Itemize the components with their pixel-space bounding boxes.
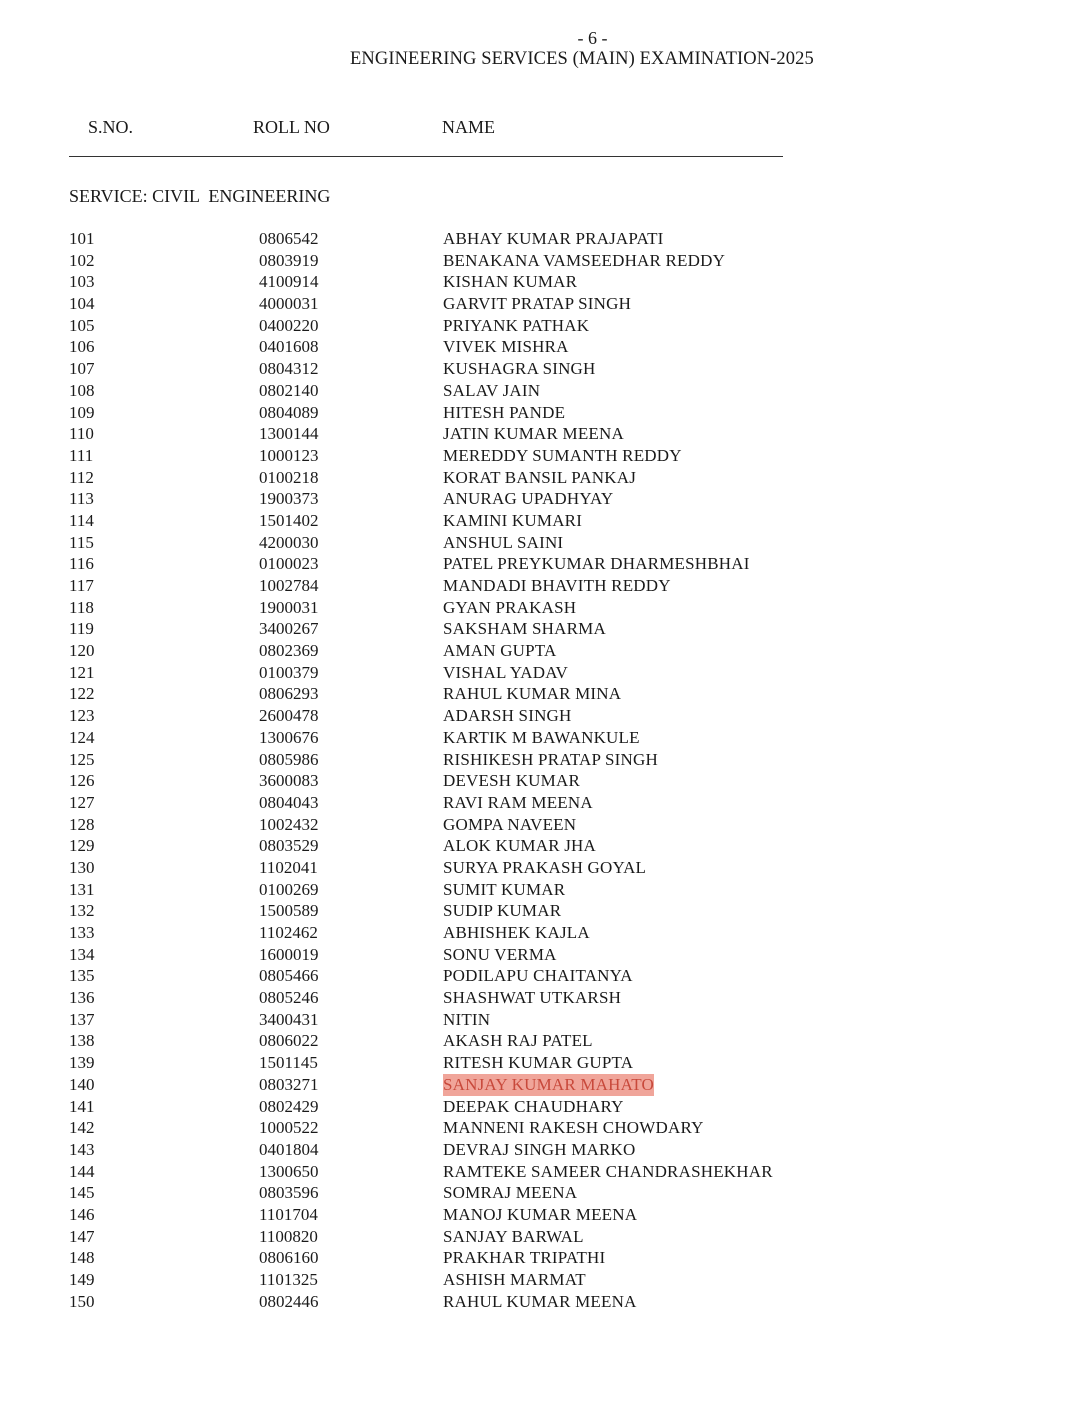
serial-number: 103 (69, 272, 95, 292)
serial-number: 107 (69, 359, 95, 379)
roll-number: 1501145 (259, 1053, 318, 1073)
candidate-name: KORAT BANSIL PANKAJ (443, 467, 637, 487)
serial-number: 118 (69, 597, 94, 617)
candidate-name: HITESH PANDE (443, 402, 566, 422)
serial-number: 119 (69, 619, 94, 639)
candidate-name: SANJAY BARWAL (443, 1226, 584, 1246)
roll-number: 0100269 (259, 879, 319, 899)
roll-number: 0804089 (259, 402, 319, 422)
candidate-name: PODILAPU CHAITANYA (443, 966, 633, 986)
table-row (0, 380, 1080, 402)
candidate-name: DEEPAK CHAUDHARY (443, 1096, 624, 1116)
table-row (0, 879, 1080, 901)
candidate-name: JATIN KUMAR MEENA (443, 424, 624, 444)
candidate-name: MANOJ KUMAR MEENA (443, 1204, 638, 1224)
table-row (0, 987, 1080, 1009)
table-row (0, 402, 1080, 424)
table-row (0, 618, 1080, 640)
candidate-name: MANDADI BHAVITH REDDY (443, 576, 671, 595)
column-header-name: NAME (442, 117, 495, 137)
roll-number: 0802429 (259, 1096, 319, 1116)
table-row (0, 640, 1080, 662)
roll-number: 0805246 (259, 988, 319, 1008)
roll-number: 0806293 (259, 684, 319, 704)
candidate-name: RAHUL KUMAR MINA (443, 684, 622, 704)
candidate-name: DEVESH KUMAR (443, 771, 580, 791)
serial-number: 148 (69, 1248, 95, 1268)
roll-number: 1002784 (259, 576, 319, 595)
serial-number: 146 (69, 1204, 95, 1224)
candidate-name: PRIYANK PATHAK (443, 315, 590, 335)
table-row (0, 944, 1080, 966)
table-row (0, 1096, 1080, 1118)
roll-number: 1100820 (259, 1226, 318, 1246)
candidate-name: SUDIP KUMAR (443, 901, 562, 921)
serial-number: 144 (69, 1161, 95, 1181)
serial-number: 137 (69, 1009, 95, 1029)
table-row (0, 1117, 1080, 1139)
roll-number: 0805986 (259, 749, 319, 769)
candidate-name: DEVRAJ SINGH MARKO (443, 1139, 636, 1159)
candidate-name: SAKSHAM SHARMA (443, 619, 606, 639)
service-heading: SERVICE: CIVIL ENGINEERING (69, 186, 331, 206)
roll-number: 0400220 (259, 315, 319, 335)
serial-number: 130 (69, 857, 95, 877)
candidate-name: KISHAN KUMAR (443, 272, 578, 292)
roll-number: 0100218 (259, 467, 319, 487)
table-row (0, 293, 1080, 315)
candidate-name: SURYA PRAKASH GOYAL (443, 857, 647, 877)
candidate-name: SALAV JAIN (443, 380, 541, 400)
serial-number: 135 (69, 966, 95, 986)
roll-number: 0803271 (259, 1074, 319, 1094)
table-row (0, 1074, 1080, 1096)
roll-number: 1300650 (259, 1161, 319, 1181)
candidate-name: NITIN (443, 1009, 491, 1029)
table-row (0, 814, 1080, 836)
serial-number: 126 (69, 771, 95, 791)
table-row (0, 835, 1080, 857)
table-row (0, 315, 1080, 337)
candidate-name: ABHISHEK KAJLA (443, 923, 590, 942)
candidate-name: RAHUL KUMAR MEENA (443, 1291, 637, 1311)
serial-number: 128 (69, 814, 95, 834)
serial-number: 104 (69, 294, 95, 314)
serial-number: 139 (69, 1053, 95, 1073)
candidate-name: PRAKHAR TRIPATHI (443, 1248, 606, 1268)
roll-number: 4200030 (259, 532, 319, 552)
table-row (0, 271, 1080, 293)
table-row (0, 1247, 1080, 1269)
serial-number: 115 (69, 532, 94, 552)
candidate-name: GOMPA NAVEEN (443, 814, 577, 834)
table-row (0, 597, 1080, 619)
serial-number: 134 (69, 944, 95, 964)
roll-number: 0401608 (259, 337, 319, 357)
table-row (0, 922, 1080, 944)
candidate-name: KARTIK M BAWANKULE (443, 727, 640, 747)
table-row (0, 1269, 1080, 1291)
serial-number: 143 (69, 1139, 95, 1159)
candidate-name-highlighted: SANJAY KUMAR MAHATO (443, 1074, 654, 1094)
serial-number: 109 (69, 402, 95, 422)
table-row (0, 965, 1080, 987)
serial-number: 105 (69, 315, 95, 335)
roll-number: 0803596 (259, 1183, 319, 1203)
roll-number: 1101704 (259, 1204, 318, 1224)
roll-number: 0803529 (259, 836, 319, 856)
roll-number: 1900373 (259, 489, 319, 509)
table-row (0, 445, 1080, 467)
table-row (0, 857, 1080, 879)
roll-number: 1300676 (259, 727, 319, 747)
roll-number: 0100379 (259, 662, 319, 682)
roll-number: 1500589 (259, 901, 319, 921)
table-row (0, 662, 1080, 684)
table-row (0, 1291, 1080, 1313)
serial-number: 106 (69, 337, 95, 357)
table-row (0, 749, 1080, 771)
exam-title: ENGINEERING SERVICES (MAIN) EXAMINATION-2025 (350, 49, 814, 69)
roll-number: 0804312 (259, 359, 319, 379)
candidate-name: SUMIT KUMAR (443, 879, 566, 899)
table-row (0, 792, 1080, 814)
candidate-name: RITESH KUMAR GUPTA (443, 1053, 634, 1073)
roll-number: 1000522 (259, 1118, 319, 1138)
table-row (0, 1009, 1080, 1031)
candidate-name: RISHIKESH PRATAP SINGH (443, 749, 658, 769)
table-row (0, 575, 1080, 597)
table-row (0, 1030, 1080, 1052)
serial-number: 120 (69, 641, 95, 661)
candidate-name: MEREDDY SUMANTH REDDY (443, 445, 682, 465)
table-row (0, 250, 1080, 272)
serial-number: 129 (69, 836, 95, 856)
serial-number: 121 (69, 662, 95, 682)
serial-number: 136 (69, 988, 95, 1008)
serial-number: 149 (69, 1270, 95, 1289)
roll-number: 3600083 (259, 771, 319, 791)
roll-number: 3400431 (259, 1009, 319, 1029)
roll-number: 1000123 (259, 445, 319, 465)
candidate-name: MANNENI RAKESH CHOWDARY (443, 1118, 704, 1138)
table-row (0, 488, 1080, 510)
serial-number: 147 (69, 1226, 95, 1246)
serial-number: 101 (69, 229, 95, 248)
serial-number: 140 (69, 1074, 95, 1094)
serial-number: 117 (69, 576, 94, 595)
roll-number: 3400267 (259, 619, 319, 639)
serial-number: 114 (69, 510, 94, 530)
candidate-name: GARVIT PRATAP SINGH (443, 294, 632, 314)
table-row (0, 510, 1080, 532)
serial-number: 112 (69, 467, 94, 487)
roll-number: 1102041 (259, 857, 318, 877)
serial-number: 108 (69, 380, 95, 400)
roll-number: 1501402 (259, 510, 319, 530)
roll-number: 4100914 (259, 272, 319, 292)
candidate-name: GYAN PRAKASH (443, 597, 577, 617)
table-row (0, 683, 1080, 705)
table-row (0, 228, 1080, 250)
roll-number: 2600478 (259, 706, 319, 726)
candidate-name: ADARSH SINGH (443, 706, 572, 726)
candidate-name: ABHAY KUMAR PRAJAPATI (443, 229, 664, 248)
serial-number: 145 (69, 1183, 95, 1203)
serial-number: 127 (69, 792, 95, 812)
serial-number: 131 (69, 879, 95, 899)
serial-number: 141 (69, 1096, 95, 1116)
candidate-name: SHASHWAT UTKARSH (443, 988, 622, 1008)
candidate-name: ALOK KUMAR JHA (443, 836, 596, 856)
serial-number: 142 (69, 1118, 95, 1138)
serial-number: 110 (69, 424, 94, 444)
serial-number: 125 (69, 749, 95, 769)
serial-number: 123 (69, 706, 95, 726)
table-row (0, 553, 1080, 575)
serial-number: 132 (69, 901, 95, 921)
candidate-name: KUSHAGRA SINGH (443, 359, 596, 379)
roll-number: 0804043 (259, 792, 319, 812)
table-row (0, 1204, 1080, 1226)
roll-number: 0805466 (259, 966, 319, 986)
roll-number: 0401804 (259, 1139, 319, 1159)
serial-number: 116 (69, 554, 94, 574)
table-row (0, 705, 1080, 727)
serial-number: 113 (69, 489, 94, 509)
table-row (0, 336, 1080, 358)
roll-number: 1900031 (259, 597, 319, 617)
roll-number: 0806160 (259, 1248, 319, 1268)
roll-number: 1101325 (259, 1270, 318, 1289)
table-row (0, 727, 1080, 749)
candidate-name: RAMTEKE SAMEER CHANDRASHEKHAR (443, 1161, 773, 1181)
table-row (0, 1182, 1080, 1204)
roll-number: 1300144 (259, 424, 319, 444)
results-list (0, 228, 1080, 1312)
table-row (0, 423, 1080, 445)
roll-number: 0806542 (259, 229, 319, 248)
roll-number: 0802446 (259, 1291, 319, 1311)
roll-number: 0802140 (259, 380, 319, 400)
table-row (0, 1226, 1080, 1248)
roll-number: 0803919 (259, 250, 319, 270)
serial-number: 124 (69, 727, 95, 747)
roll-number: 1002432 (259, 814, 319, 834)
column-header-sno: S.NO. (88, 117, 134, 137)
roll-number: 1102462 (259, 923, 318, 942)
candidate-name: KAMINI KUMARI (443, 510, 583, 530)
candidate-name: AKASH RAJ PATEL (443, 1031, 593, 1051)
candidate-name: SOMRAJ MEENA (443, 1183, 578, 1203)
table-row (0, 1161, 1080, 1183)
serial-number: 111 (69, 445, 94, 465)
candidate-name: VISHAL YADAV (443, 662, 569, 682)
table-row (0, 900, 1080, 922)
table-row (0, 1139, 1080, 1161)
roll-number: 1600019 (259, 944, 319, 964)
serial-number: 122 (69, 684, 95, 704)
table-row (0, 467, 1080, 489)
candidate-name: PATEL PREYKUMAR DHARMESHBHAI (443, 554, 750, 574)
serial-number: 102 (69, 250, 95, 270)
serial-number: 138 (69, 1031, 95, 1051)
table-row (0, 358, 1080, 380)
table-row (0, 532, 1080, 554)
candidate-name: ANSHUL SAINI (443, 532, 564, 552)
candidate-name: BENAKANA VAMSEEDHAR REDDY (443, 250, 726, 270)
column-header-roll-no: ROLL NO (253, 117, 330, 137)
candidate-name: RAVI RAM MEENA (443, 792, 593, 812)
candidate-name: VIVEK MISHRA (443, 337, 569, 357)
serial-number: 133 (69, 923, 95, 942)
header-divider (69, 156, 783, 157)
candidate-name: SONU VERMA (443, 944, 557, 964)
candidate-name: AMAN GUPTA (443, 641, 557, 661)
roll-number: 0802369 (259, 641, 319, 661)
roll-number: 0100023 (259, 554, 319, 574)
serial-number: 150 (69, 1291, 95, 1311)
candidate-name: ASHISH MARMAT (443, 1270, 586, 1289)
page-number: - 6 - (577, 28, 608, 48)
table-row (0, 1052, 1080, 1074)
roll-number: 4000031 (259, 294, 319, 314)
roll-number: 0806022 (259, 1031, 319, 1051)
table-row (0, 770, 1080, 792)
candidate-name: ANURAG UPADHYAY (443, 489, 614, 509)
